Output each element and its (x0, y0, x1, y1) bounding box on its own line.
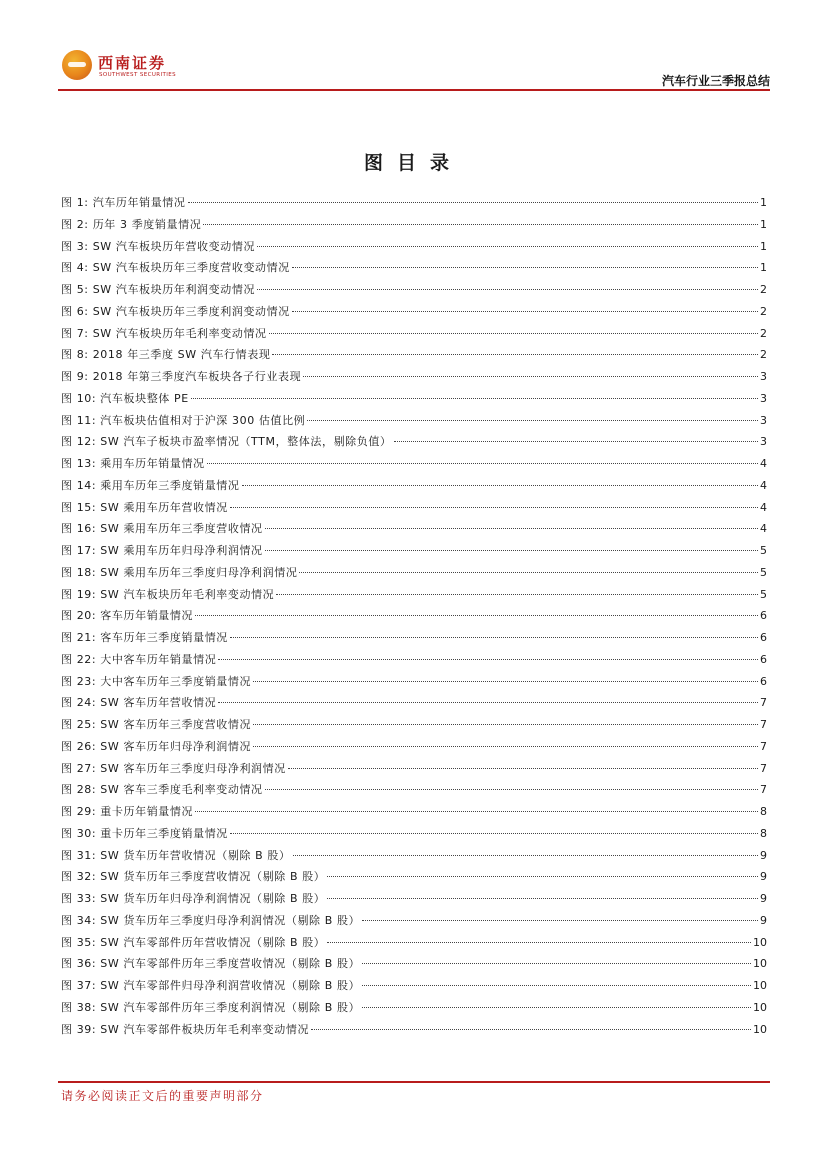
toc-leader-dots (230, 637, 758, 638)
toc-entry[interactable] (61, 845, 767, 867)
toc-entry-label[interactable]: 图 18: SW 乘用车历年三季度归母净利润情况 (61, 565, 298, 579)
toc-entry[interactable] (61, 562, 767, 584)
toc-entry-page-number[interactable]: 9 (760, 870, 767, 884)
toc-entry-label[interactable]: 图 33: SW 货车历年归母净利润情况（剔除 B 股） (61, 892, 326, 905)
toc-entry[interactable] (61, 214, 767, 236)
header-divider (58, 89, 770, 91)
figure-table-of-contents (61, 192, 767, 1040)
toc-entry[interactable] (61, 410, 767, 432)
toc-entry-page-number[interactable]: 9 (760, 892, 767, 905)
toc-entry-page-number[interactable]: 5 (760, 587, 767, 601)
toc-entry-page-number[interactable]: 3 (760, 413, 767, 427)
toc-entry-label[interactable]: 图 4: SW 汽车板块历年三季度营收变动情况 (61, 261, 290, 275)
toc-entry-page-number[interactable]: 4 (760, 478, 767, 492)
toc-entry[interactable] (61, 671, 767, 693)
toc-entry-label[interactable]: 图 38: SW 汽车零部件历年三季度利润情况（剔除 B 股） (61, 1000, 361, 1014)
toc-entry-page-number[interactable]: 7 (760, 783, 767, 797)
page-header (58, 44, 770, 92)
toc-entry-page-number[interactable]: 2 (760, 348, 767, 362)
toc-entry-label[interactable]: 图 37: SW 汽车零部件归母净利润营收情况（剔除 B 股） (61, 979, 361, 992)
toc-leader-dots (242, 485, 759, 486)
toc-leader-dots (265, 550, 758, 551)
toc-entry[interactable] (61, 758, 767, 780)
toc-leader-dots (327, 942, 751, 943)
toc-entry-page-number[interactable]: 4 (760, 522, 767, 536)
toc-entry-page-number[interactable]: 3 (760, 435, 767, 449)
toc-entry[interactable] (61, 1019, 767, 1041)
toc-entry[interactable] (61, 366, 767, 388)
toc-leader-dots (188, 202, 759, 203)
toc-entry-page-number[interactable]: 1 (760, 196, 767, 209)
toc-entry[interactable] (61, 475, 767, 497)
toc-entry-page-number[interactable]: 6 (760, 674, 767, 688)
toc-entry[interactable] (61, 388, 767, 410)
toc-entry-label[interactable]: 图 13: 乘用车历年销量情况 (61, 457, 205, 470)
toc-leader-dots (362, 1007, 751, 1008)
toc-entry-page-number[interactable]: 7 (760, 718, 767, 731)
toc-leader-dots (191, 398, 758, 399)
toc-entry-label[interactable]: 图 32: SW 货车历年三季度营收情况（剔除 B 股） (61, 870, 326, 884)
toc-entry-label[interactable]: 图 11: 汽车板块估值相对于沪深 300 估值比例 (61, 413, 306, 427)
toc-entry-label[interactable]: 图 39: SW 汽车零部件板块历年毛利率变动情况 (61, 1022, 310, 1036)
toc-entry-page-number[interactable]: 10 (753, 979, 767, 992)
toc-entry-label[interactable]: 图 31: SW 货车历年营收情况（剔除 B 股） (61, 848, 291, 862)
toc-leader-dots (327, 898, 758, 899)
logo-chinese-name: 西南证券 (98, 54, 167, 72)
toc-entry-label[interactable]: 图 10: 汽车板块整体 PE (61, 391, 189, 405)
toc-leader-dots (292, 311, 758, 312)
toc-entry-page-number[interactable]: 4 (760, 500, 767, 514)
toc-leader-dots (362, 985, 751, 986)
toc-entry-label[interactable]: 图 9: 2018 年第三季度汽车板块各子行业表现 (61, 370, 302, 383)
toc-entry[interactable] (61, 888, 767, 910)
toc-entry[interactable] (61, 518, 767, 540)
toc-entry[interactable] (61, 910, 767, 932)
toc-entry[interactable] (61, 866, 767, 888)
toc-entry-label[interactable]: 图 27: SW 客车历年三季度归母净利润情况 (61, 761, 286, 775)
toc-entry-page-number[interactable]: 10 (753, 1000, 767, 1014)
toc-entry-page-number[interactable]: 2 (760, 283, 767, 296)
toc-entry[interactable] (61, 627, 767, 649)
toc-entry[interactable] (61, 497, 767, 519)
toc-entry[interactable] (61, 540, 767, 562)
toc-leader-dots (253, 746, 758, 747)
toc-entry[interactable] (61, 323, 767, 345)
toc-entry[interactable] (61, 714, 767, 736)
toc-entry[interactable] (61, 453, 767, 475)
toc-entry-page-number[interactable]: 5 (760, 565, 767, 579)
toc-leader-dots (230, 833, 758, 834)
toc-entry-label[interactable]: 图 24: SW 客车历年营收情况 (61, 696, 217, 710)
toc-leader-dots (218, 659, 758, 660)
toc-entry-page-number[interactable]: 2 (760, 326, 767, 340)
toc-leader-dots (253, 681, 758, 682)
toc-entry-label[interactable]: 图 26: SW 客车历年归母净利润情况 (61, 739, 252, 753)
toc-entry-page-number[interactable]: 7 (760, 739, 767, 753)
toc-entry-label[interactable]: 图 35: SW 汽车零部件历年营收情况（剔除 B 股） (61, 935, 326, 949)
toc-leader-dots (265, 528, 758, 529)
toc-entry-page-number[interactable]: 1 (760, 217, 767, 231)
toc-entry-label[interactable]: 图 28: SW 客车三季度毛利率变动情况 (61, 783, 263, 797)
toc-leader-dots (265, 789, 758, 790)
toc-entry-label[interactable]: 图 20: 客车历年销量情况 (61, 609, 194, 623)
toc-entry[interactable] (61, 736, 767, 758)
toc-leader-dots (195, 615, 758, 616)
toc-entry-label[interactable]: 图 19: SW 汽车板块历年毛利率变动情况 (61, 587, 275, 601)
footer-disclaimer: 请务必阅读正文后的重要声明部分 (61, 1089, 264, 1103)
toc-entry-label[interactable]: 图 17: SW 乘用车历年归母净利润情况 (61, 544, 263, 557)
toc-leader-dots (195, 811, 758, 812)
toc-entry[interactable] (61, 932, 767, 954)
toc-entry-page-number[interactable]: 7 (760, 696, 767, 710)
toc-leader-dots (311, 1029, 751, 1030)
toc-entry-page-number[interactable]: 9 (760, 848, 767, 862)
toc-entry[interactable] (61, 605, 767, 627)
toc-leader-dots (362, 963, 751, 964)
toc-leader-dots (230, 507, 758, 508)
toc-entry[interactable] (61, 431, 767, 453)
toc-entry-label[interactable]: 图 3: SW 汽车板块历年营收变动情况 (61, 239, 256, 253)
toc-entry[interactable] (61, 779, 767, 801)
toc-entry[interactable] (61, 344, 767, 366)
toc-entry-label[interactable]: 图 1: 汽车历年销量情况 (61, 196, 186, 209)
toc-leader-dots (292, 267, 758, 268)
toc-entry[interactable] (61, 823, 767, 845)
toc-entry-label[interactable]: 图 23: 大中客车历年三季度销量情况 (61, 674, 252, 688)
toc-entry-label[interactable]: 图 21: 客车历年三季度销量情况 (61, 631, 228, 644)
toc-entry[interactable] (61, 801, 767, 823)
toc-entry-page-number[interactable]: 7 (760, 761, 767, 775)
toc-entry[interactable] (61, 975, 767, 997)
toc-leader-dots (303, 376, 758, 377)
toc-entry[interactable] (61, 649, 767, 671)
toc-entry-label[interactable]: 图 30: 重卡历年三季度销量情况 (61, 826, 228, 840)
toc-entry[interactable] (61, 692, 767, 714)
toc-entry[interactable] (61, 584, 767, 606)
toc-entry[interactable] (61, 236, 767, 258)
toc-leader-dots (257, 246, 758, 247)
toc-entry-label[interactable]: 图 34: SW 货车历年三季度归母净利润情况（剔除 B 股） (61, 913, 361, 927)
toc-entry[interactable] (61, 997, 767, 1019)
toc-leader-dots (394, 441, 758, 442)
logo-english-name: SOUTHWEST SECURITIES (99, 72, 177, 78)
toc-entry-label[interactable]: 图 6: SW 汽车板块历年三季度利润变动情况 (61, 304, 290, 318)
toc-entry-label[interactable]: 图 22: 大中客车历年销量情况 (61, 652, 217, 666)
toc-entry[interactable] (61, 953, 767, 975)
toc-entry-label[interactable]: 图 25: SW 客车历年三季度营收情况 (61, 718, 252, 731)
toc-entry[interactable] (61, 301, 767, 323)
toc-leader-dots (276, 594, 758, 595)
toc-leader-dots (257, 289, 758, 290)
toc-entry-page-number[interactable]: 5 (760, 544, 767, 557)
toc-entry-label[interactable]: 图 14: 乘用车历年三季度销量情况 (61, 478, 240, 492)
toc-entry-page-number[interactable]: 6 (760, 652, 767, 666)
toc-leader-dots (307, 420, 758, 421)
toc-entry-label[interactable]: 图 7: SW 汽车板块历年毛利率变动情况 (61, 326, 267, 340)
toc-entry-page-number[interactable]: 3 (760, 391, 767, 405)
toc-leader-dots (327, 876, 758, 877)
toc-entry-page-number[interactable]: 3 (760, 370, 767, 383)
toc-entry[interactable] (61, 192, 767, 214)
toc-leader-dots (272, 354, 758, 355)
toc-entry-page-number[interactable]: 10 (753, 935, 767, 949)
toc-entry-page-number[interactable]: 8 (760, 826, 767, 840)
toc-entry-label[interactable]: 图 36: SW 汽车零部件历年三季度营收情况（剔除 B 股） (61, 957, 361, 971)
toc-entry-page-number[interactable]: 1 (760, 239, 767, 253)
toc-leader-dots (253, 724, 758, 725)
toc-entry-label[interactable]: 图 8: 2018 年三季度 SW 汽车行情表现 (61, 348, 271, 362)
toc-entry-page-number[interactable]: 10 (753, 1022, 767, 1036)
toc-leader-dots (207, 463, 758, 464)
toc-entry-label[interactable]: 图 5: SW 汽车板块历年利润变动情况 (61, 283, 256, 296)
toc-entry-page-number[interactable]: 9 (760, 913, 767, 927)
toc-entry-page-number[interactable]: 6 (760, 631, 767, 644)
toc-entry-label[interactable]: 图 29: 重卡历年销量情况 (61, 805, 194, 818)
logo-emblem-icon (62, 50, 92, 80)
toc-leader-dots (293, 855, 758, 856)
toc-leader-dots (288, 768, 758, 769)
company-logo (62, 50, 182, 86)
toc-entry-page-number[interactable]: 10 (753, 957, 767, 971)
toc-entry-page-number[interactable]: 2 (760, 304, 767, 318)
toc-entry-page-number[interactable]: 8 (760, 805, 767, 818)
toc-entry-label[interactable]: 图 12: SW 汽车子板块市盈率情况（TTM，整体法，剔除负值） (61, 435, 392, 449)
footer-divider (58, 1081, 770, 1083)
toc-entry-page-number[interactable]: 4 (760, 457, 767, 470)
report-title: 汽车行业三季报总结 (661, 74, 770, 88)
toc-entry-page-number[interactable]: 1 (760, 261, 767, 275)
toc-entry-label[interactable]: 图 16: SW 乘用车历年三季度营收情况 (61, 522, 263, 536)
toc-leader-dots (362, 920, 758, 921)
toc-leader-dots (203, 224, 758, 225)
toc-entry-page-number[interactable]: 6 (760, 609, 767, 623)
toc-entry[interactable] (61, 279, 767, 301)
toc-leader-dots (269, 333, 758, 334)
toc-leader-dots (299, 572, 758, 573)
toc-title: 图目录 (363, 152, 463, 174)
toc-entry-label[interactable]: 图 2: 历年 3 季度销量情况 (61, 217, 202, 231)
toc-entry[interactable] (61, 257, 767, 279)
toc-entry-label[interactable]: 图 15: SW 乘用车历年营收情况 (61, 500, 228, 514)
toc-leader-dots (218, 702, 758, 703)
